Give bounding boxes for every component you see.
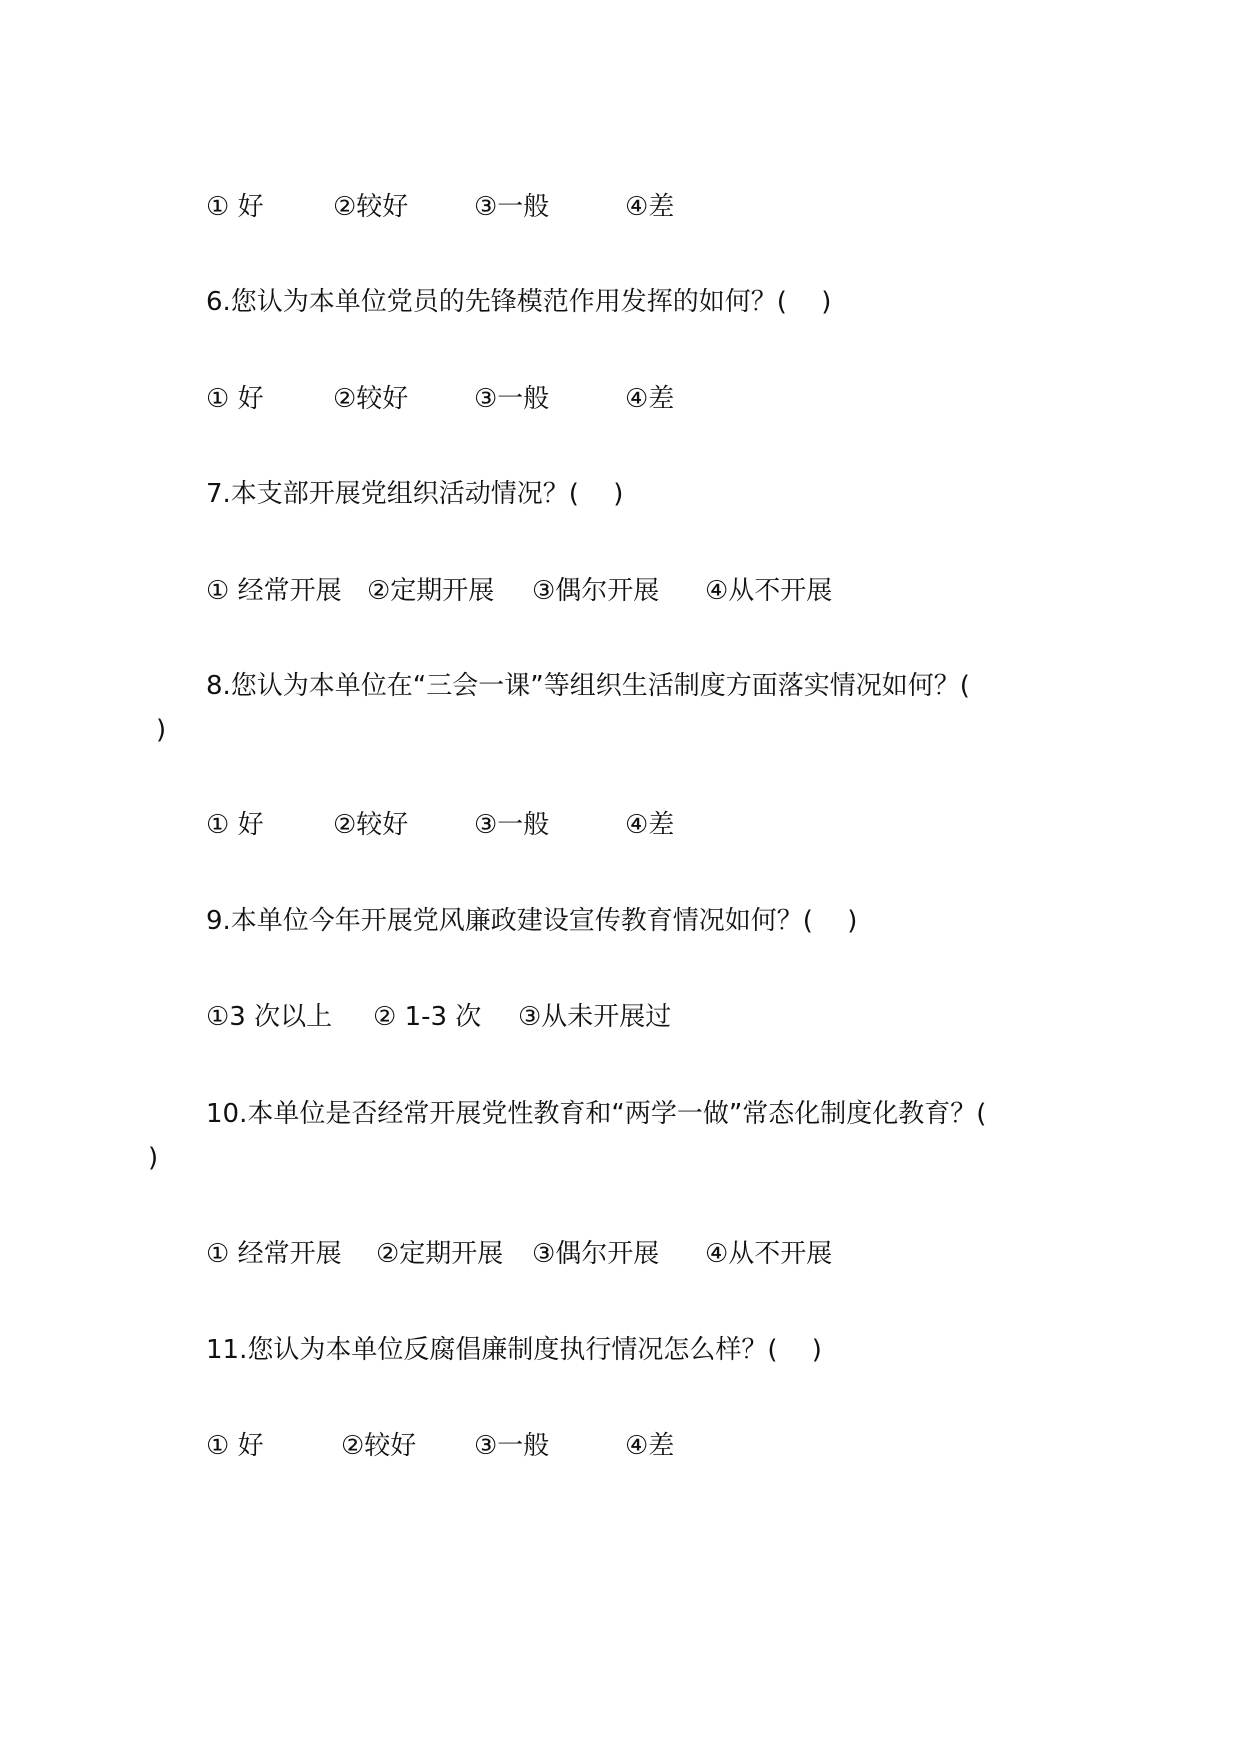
q10-option-3: ③偶尔开展 xyxy=(532,1239,660,1269)
q5-option-1: ① 好 xyxy=(206,192,264,222)
q8-option-4: ④差 xyxy=(625,810,675,840)
q5-option-3: ③一般 xyxy=(474,192,550,222)
question-6: 6.您认为本单位党员的先锋模范作用发挥的如何？( ) xyxy=(206,287,832,317)
q7-option-3: ③偶尔开展 xyxy=(532,576,660,606)
question-9: 9.本单位今年开展党风廉政建设宣传教育情况如何？( ) xyxy=(206,906,858,936)
q7-option-1: ① 经常开展 xyxy=(206,576,342,606)
q8-option-2: ②较好 xyxy=(333,810,409,840)
q8-option-3: ③一般 xyxy=(474,810,550,840)
q10-option-1: ① 经常开展 xyxy=(206,1239,342,1269)
q6-option-3: ③一般 xyxy=(474,384,550,414)
q6-option-4: ④差 xyxy=(625,384,675,414)
q7-option-2: ②定期开展 xyxy=(367,576,495,606)
question-10-line-2: ) xyxy=(148,1143,159,1173)
question-10-line-1: 10.本单位是否经常开展党性教育和“两学一做”常态化制度化教育？( xyxy=(206,1099,987,1129)
q11-option-1: ① 好 xyxy=(206,1431,264,1461)
q8-option-1: ① 好 xyxy=(206,810,264,840)
q5-option-2: ②较好 xyxy=(333,192,409,222)
q11-option-3: ③一般 xyxy=(474,1431,550,1461)
question-8-line-2: ) xyxy=(156,715,167,745)
q10-option-4: ④从不开展 xyxy=(705,1239,833,1269)
question-8-line-1: 8.您认为本单位在“三会一课”等组织生活制度方面落实情况如何？( xyxy=(206,671,970,701)
q9-option-2: ② 1-3 次 xyxy=(373,1002,482,1032)
q6-option-1: ① 好 xyxy=(206,384,264,414)
q10-option-2: ②定期开展 xyxy=(376,1239,504,1269)
q6-option-2: ②较好 xyxy=(333,384,409,414)
q7-option-4: ④从不开展 xyxy=(705,576,833,606)
q9-option-1: ①3 次以上 xyxy=(206,1002,333,1032)
question-11: 11.您认为本单位反腐倡廉制度执行情况怎么样？( ) xyxy=(206,1335,822,1365)
q5-option-4: ④差 xyxy=(625,192,675,222)
q9-option-3: ③从未开展过 xyxy=(518,1002,672,1032)
question-7: 7.本支部开展党组织活动情况？( ) xyxy=(206,479,624,509)
q11-option-2: ②较好 xyxy=(341,1431,417,1461)
q11-option-4: ④差 xyxy=(625,1431,675,1461)
